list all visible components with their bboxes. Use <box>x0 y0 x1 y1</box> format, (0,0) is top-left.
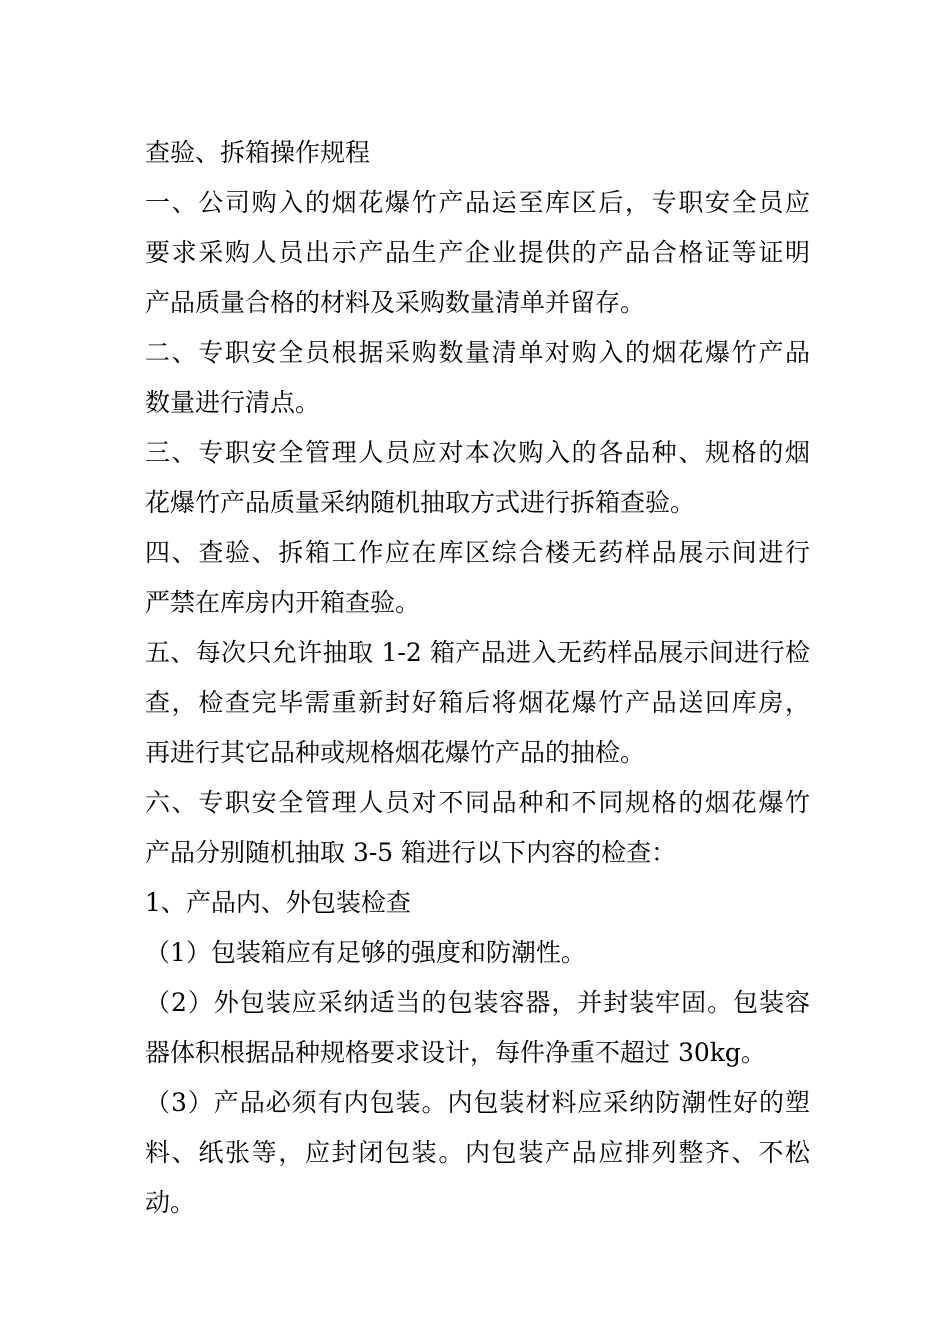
text-line: 数量进行清点。 <box>145 388 321 417</box>
text-line: 四、查验、拆箱工作应在库区综合楼无药样品展示间进行 <box>145 538 810 567</box>
text-line: 二、专职安全员根据采购数量清单对购入的烟花爆竹产品 <box>145 338 810 367</box>
document-lines <box>145 178 810 1228</box>
text-line: 要求采购人员出示产品生产企业提供的产品合格证等证明 <box>145 238 810 267</box>
text-line: 花爆竹产品质量采纳随机抽取方式进行拆箱查验。 <box>145 488 696 517</box>
document-body <box>145 128 810 1228</box>
document-title: 查验、拆箱操作规程 <box>145 138 371 167</box>
text-line: 一、公司购入的烟花爆竹产品运至库区后，专职安全员应 <box>145 188 810 217</box>
text-line: 动。 <box>145 1188 196 1217</box>
text-line: 产品分别随机抽取 3-5 箱进行以下内容的检查： <box>145 838 677 867</box>
text-line: 1、产品内、外包装检查 <box>145 888 411 917</box>
text-line: （2）外包装应采纳适当的包装容器，并封装牢固。包装容 <box>145 988 810 1017</box>
text-line: （1）包装箱应有足够的强度和防潮性。 <box>145 938 586 967</box>
text-line: （3）产品必须有内包装。内包装材料应采纳防潮性好的塑 <box>145 1088 810 1117</box>
text-line: 料、纸张等，应封闭包装。内包装产品应排列整齐、不松 <box>145 1138 810 1167</box>
text-line: 器体积根据品种规格要求设计，每件净重不超过 30kg。 <box>145 1038 766 1067</box>
text-line: 再进行其它品种或规格烟花爆竹产品的抽检。 <box>145 738 646 767</box>
text-line: 产品质量合格的材料及采购数量清单并留存。 <box>145 288 646 317</box>
text-line: 五、每次只允许抽取 1-2 箱产品进入无药样品展示间进行检 <box>145 638 810 667</box>
text-line: 六、专职安全管理人员对不同品种和不同规格的烟花爆竹 <box>145 788 810 817</box>
text-line: 严禁在库房内开箱查验。 <box>145 588 421 617</box>
text-line: 三、专职安全管理人员应对本次购入的各品种、规格的烟 <box>145 438 810 467</box>
text-line: 查，检查完毕需重新封好箱后将烟花爆竹产品送回库房， <box>145 688 810 717</box>
